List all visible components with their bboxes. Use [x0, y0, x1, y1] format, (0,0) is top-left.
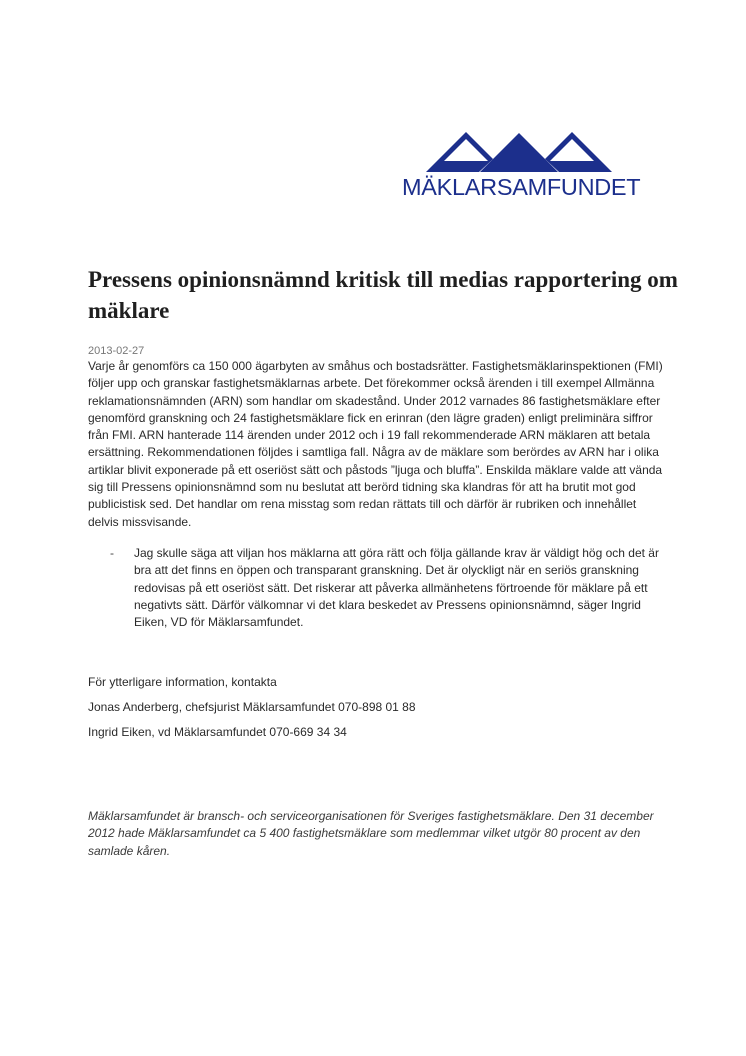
contact-person-2: Ingrid Eiken, vd Mäklarsamfundet 070-669 34 34	[88, 725, 347, 739]
roof-logo-icon	[426, 128, 612, 172]
logo-wordmark: MÄKLARSAMFUNDET	[402, 174, 641, 200]
contact-intro: För ytterligare information, kontakta	[88, 675, 277, 689]
publish-date: 2013-02-27	[88, 345, 145, 357]
about-organisation: Mäklarsamfundet är bransch- och serviceorganisationen för Sveriges fastighetsmäklare. Den 31 december 2012 hade Mäklarsamfundet ca 5 400 fastighetsmäklare som medlemmar vilket utgör 80 procent av den samlade kåren.	[88, 809, 654, 858]
page-title: Pressens opinionsnämnd kritisk till medias rapportering om mäklare	[88, 267, 678, 323]
article-body: Varje år genomförs ca 150 000 ägarbyten av småhus och bostadsrätter. Fastighetsmäklarinspektionen (FMI) följer upp och granskar fastighetsmäklarnas arbete. Det förekommer också ärenden i till exempel Allmänna reklamationsnämnden (ARN) som handlar om skadestånd. Under 2012 varnades 86 fastighetsmäklare efter genomförd granskning och 24 fastighetsmäklare fick en erinran (den lägre graden) enligt preliminära siffror från FMI. ARN hanterade 114 ärenden under 2012 och i 19 fall rekommenderade ARN mäklaren att betala ersättning. Rekommendationen följdes i samtliga fall. Några av de mäklare som berördes av ARN har i olika artiklar blivit exponerade på ett oseriöst sätt och påstods ”ljuga och bluffa”. Enskilda mäklare valde att vända sig till Pressens opinionsnämnd som nu beslutat att berörd tidning ska klandras för att ha brutit mot god publicistisk sed. Det handlar om rena misstag som redan rättats till och därför är rubriken och innehållet delvis missvisande.	[88, 359, 663, 529]
quote-text: Jag skulle säga att viljan hos mäklarna att göra rätt och följa gällande krav är väldigt hög och det är bra att det finns en öppen och transparant granskning. Det är olyckligt när en seriös granskning redovisas på ett oseriöst sätt. Det riskerar att påverka allmänhetens förtroende för mäklare på ett negativts sätt. Därför välkomnar vi det klara beskedet av Pressens opinionsnämnd, säger Ingrid Eiken, VD för Mäklarsamfundet.	[134, 546, 659, 630]
contact-person-1: Jonas Anderberg, chefsjurist Mäklarsamfundet 070-898 01 88	[88, 700, 416, 714]
company-logo	[402, 128, 642, 208]
quote-block	[110, 545, 670, 631]
quote-dash: -	[110, 546, 114, 560]
